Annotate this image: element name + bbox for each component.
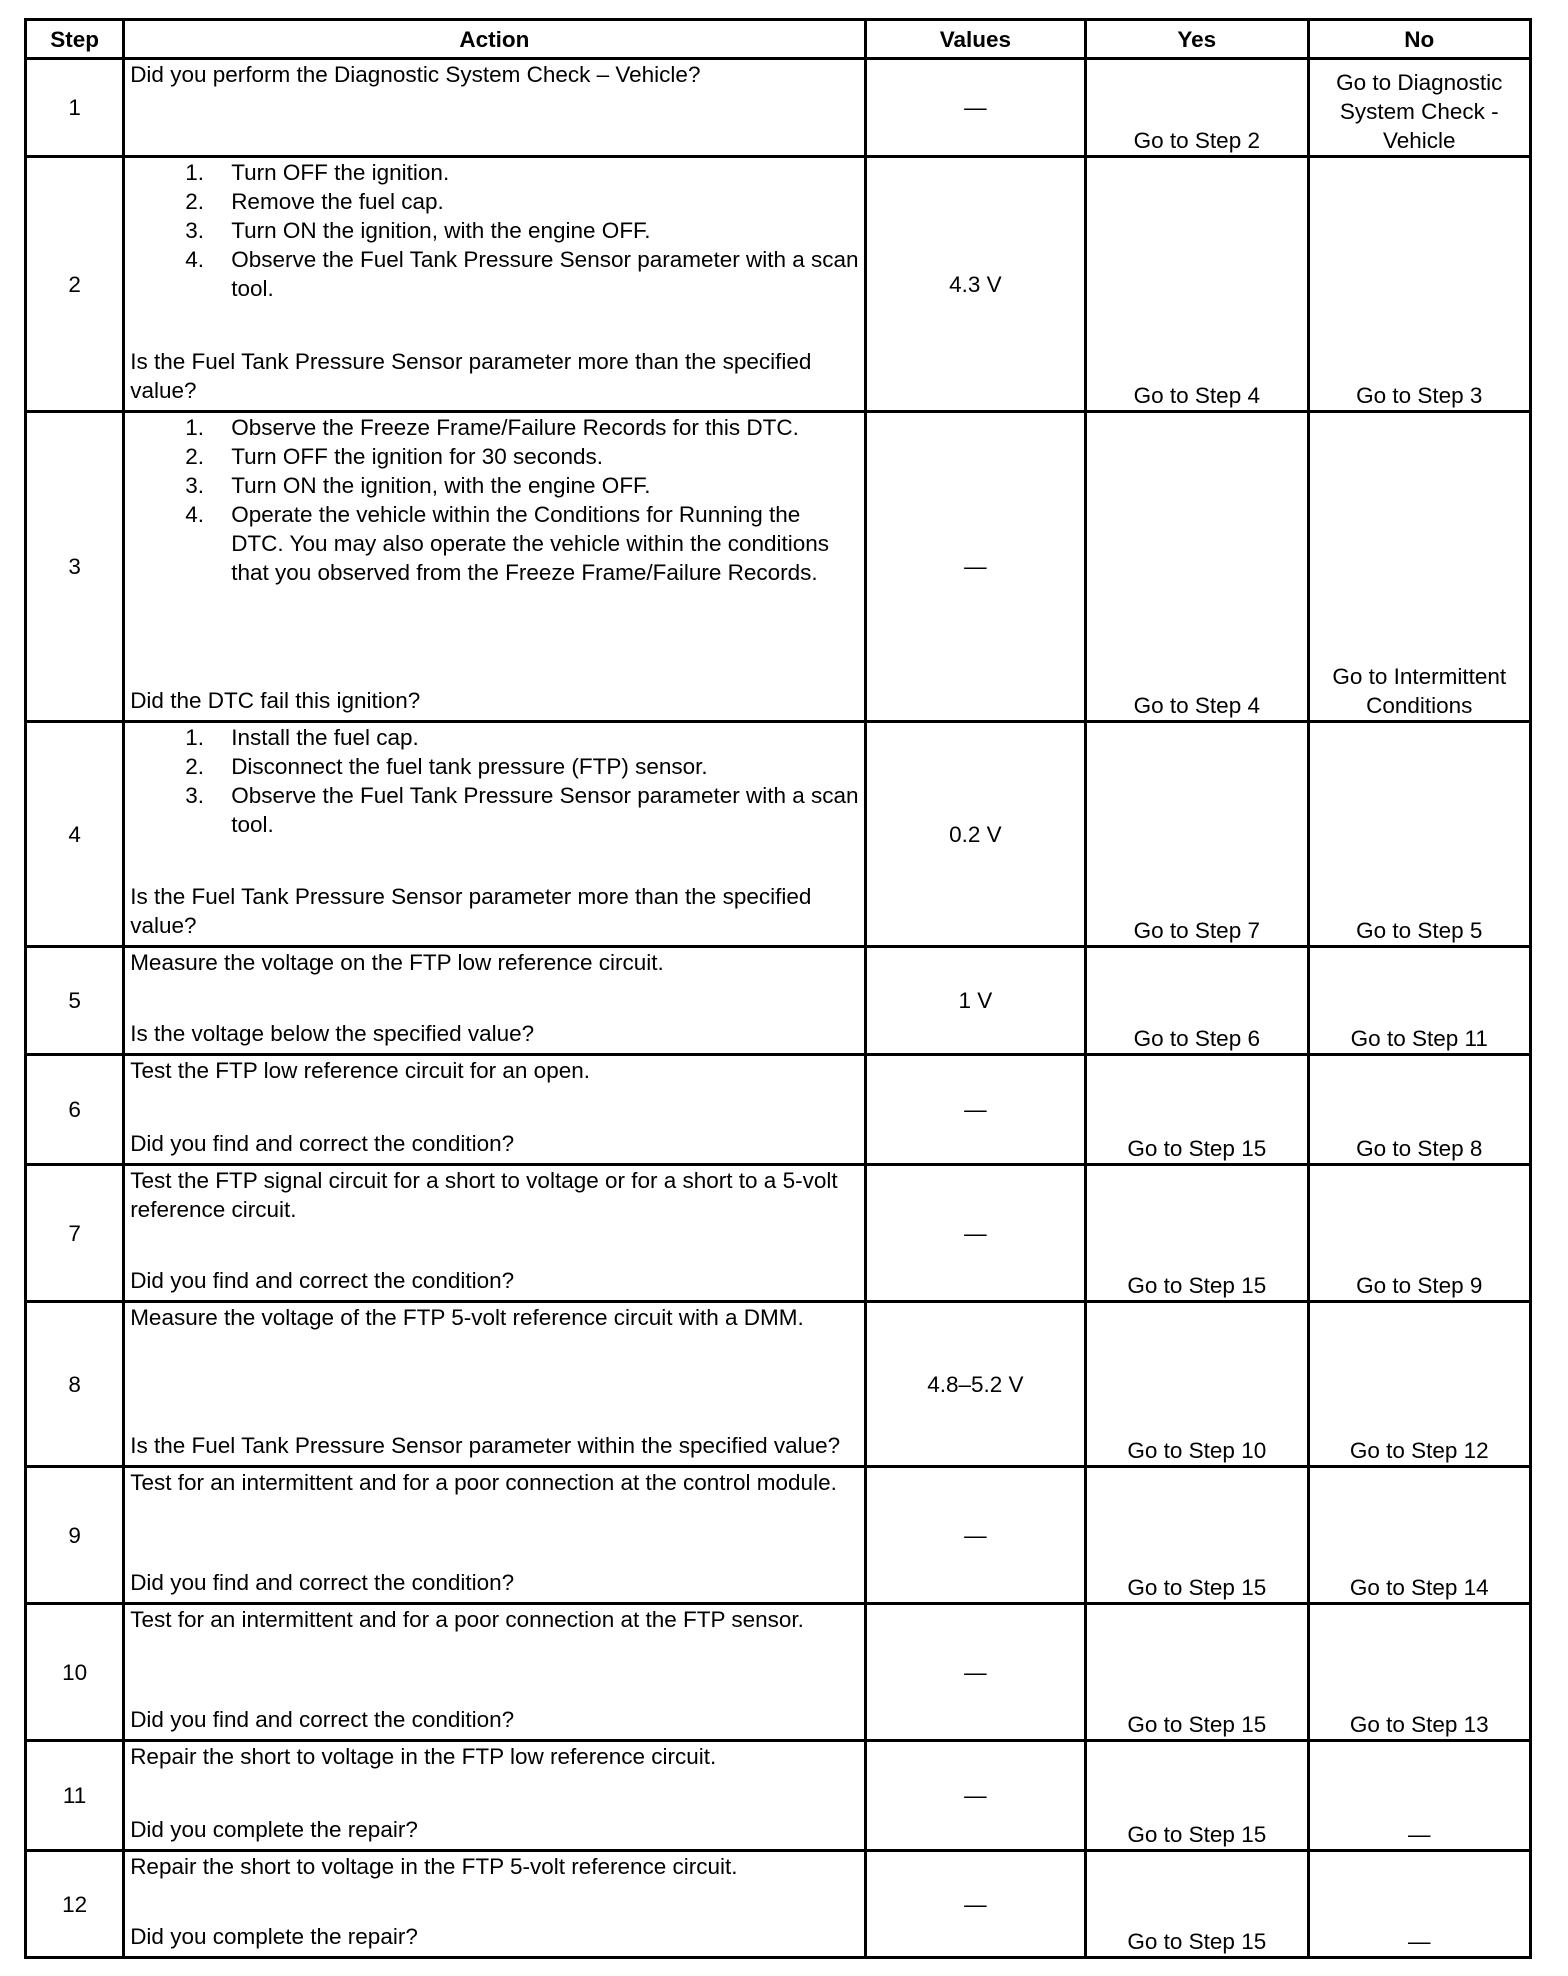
header-values: Values bbox=[865, 20, 1085, 59]
step-number: 6 bbox=[26, 1055, 124, 1165]
action-text: Repair the short to voltage in the FTP low reference circuit. bbox=[130, 1744, 717, 1769]
action-text: Test the FTP signal circuit for a short to voltage or for a short to a 5-volt reference circuit. bbox=[130, 1168, 838, 1222]
step-number: 10 bbox=[26, 1604, 124, 1741]
action-question: Is the Fuel Tank Pressure Sensor parameter more than the specified value? bbox=[130, 884, 812, 938]
action-list-item: Observe the Fuel Tank Pressure Sensor parameter with a scan tool. bbox=[231, 783, 859, 837]
action-body bbox=[130, 1852, 858, 1881]
no-cell: Go to Step 8 bbox=[1308, 1055, 1530, 1165]
action-cell bbox=[124, 722, 865, 947]
action-question: Did you find and correct the condition? bbox=[130, 1570, 515, 1595]
action-content bbox=[130, 1166, 858, 1295]
table-row bbox=[26, 1055, 1531, 1165]
header-action: Action bbox=[124, 20, 865, 59]
value-cell: — bbox=[865, 1604, 1085, 1741]
action-question: Did you complete the repair? bbox=[130, 1817, 418, 1842]
action-content bbox=[130, 948, 858, 1048]
action-cell bbox=[124, 947, 865, 1055]
action-list bbox=[130, 723, 858, 839]
action-content bbox=[130, 158, 858, 405]
action-cell bbox=[124, 1302, 865, 1467]
value-cell: — bbox=[865, 412, 1085, 722]
action-cell bbox=[124, 59, 865, 157]
action-text: Measure the voltage on the FTP low reference circuit. bbox=[130, 950, 664, 975]
step-number: 2 bbox=[26, 157, 124, 412]
step-number: 11 bbox=[26, 1741, 124, 1851]
action-content bbox=[130, 1742, 858, 1844]
step-number: 3 bbox=[26, 412, 124, 722]
action-list bbox=[130, 158, 858, 303]
value-cell: — bbox=[865, 59, 1085, 157]
yes-cell: Go to Step 2 bbox=[1086, 59, 1308, 157]
action-list-item: Disconnect the fuel tank pressure (FTP) sensor. bbox=[231, 754, 708, 779]
action-content bbox=[130, 60, 858, 150]
no-cell: Go to Step 9 bbox=[1308, 1165, 1530, 1302]
action-question: Did you find and correct the condition? bbox=[130, 1131, 515, 1156]
action-list-item: Install the fuel cap. bbox=[231, 725, 419, 750]
action-text: Test for an intermittent and for a poor connection at the control module. bbox=[130, 1470, 837, 1495]
table-row bbox=[26, 1741, 1531, 1851]
value-cell: 0.2 V bbox=[865, 722, 1085, 947]
action-cell bbox=[124, 1741, 865, 1851]
table-row bbox=[26, 412, 1531, 722]
yes-cell: Go to Step 15 bbox=[1086, 1741, 1308, 1851]
action-list-item: Turn OFF the ignition. bbox=[231, 160, 450, 185]
table-row bbox=[26, 157, 1531, 412]
value-cell: — bbox=[865, 1467, 1085, 1604]
yes-cell: Go to Step 15 bbox=[1086, 1055, 1308, 1165]
action-question: Is the Fuel Tank Pressure Sensor parameter more than the specified value? bbox=[130, 349, 812, 403]
table-row bbox=[26, 1165, 1531, 1302]
value-cell: — bbox=[865, 1741, 1085, 1851]
action-content bbox=[130, 1056, 858, 1158]
table-row bbox=[26, 722, 1531, 947]
action-cell bbox=[124, 1165, 865, 1302]
action-body bbox=[130, 1742, 858, 1771]
action-content bbox=[130, 1852, 858, 1951]
no-cell: — bbox=[1308, 1851, 1530, 1958]
action-question: Did you find and correct the condition? bbox=[130, 1707, 515, 1732]
header-no: No bbox=[1308, 20, 1530, 59]
action-body bbox=[130, 60, 858, 89]
value-cell: 1 V bbox=[865, 947, 1085, 1055]
action-question: Did the DTC fail this ignition? bbox=[130, 688, 421, 713]
action-list-item: Turn ON the ignition, with the engine OFF. bbox=[231, 218, 651, 243]
no-cell: Go to Diagnostic System Check - Vehicle bbox=[1308, 59, 1530, 157]
yes-cell: Go to Step 4 bbox=[1086, 412, 1308, 722]
action-cell bbox=[124, 1055, 865, 1165]
header-row bbox=[26, 20, 1531, 59]
action-text: Test for an intermittent and for a poor connection at the FTP sensor. bbox=[130, 1607, 804, 1632]
table-row bbox=[26, 1851, 1531, 1958]
yes-cell: Go to Step 15 bbox=[1086, 1467, 1308, 1604]
yes-cell: Go to Step 15 bbox=[1086, 1851, 1308, 1958]
action-content bbox=[130, 1468, 858, 1597]
no-cell: Go to Step 12 bbox=[1308, 1302, 1530, 1467]
action-question: Did you complete the repair? bbox=[130, 1924, 418, 1949]
action-list bbox=[130, 413, 858, 587]
action-cell bbox=[124, 1851, 865, 1958]
action-content bbox=[130, 1303, 858, 1460]
action-body bbox=[130, 948, 858, 977]
action-cell bbox=[124, 157, 865, 412]
action-body bbox=[130, 723, 858, 839]
no-cell: Go to Step 14 bbox=[1308, 1467, 1530, 1604]
header-step: Step bbox=[26, 20, 124, 59]
action-content bbox=[130, 723, 858, 940]
action-list-item: Turn OFF the ignition for 30 seconds. bbox=[231, 444, 604, 469]
yes-cell: Go to Step 10 bbox=[1086, 1302, 1308, 1467]
table-row bbox=[26, 1604, 1531, 1741]
action-body bbox=[130, 1303, 858, 1332]
no-cell: — bbox=[1308, 1741, 1530, 1851]
yes-cell: Go to Step 6 bbox=[1086, 947, 1308, 1055]
action-cell bbox=[124, 1467, 865, 1604]
table-row bbox=[26, 1467, 1531, 1604]
table-row bbox=[26, 1302, 1531, 1467]
action-content bbox=[130, 413, 858, 715]
value-cell: — bbox=[865, 1851, 1085, 1958]
step-number: 9 bbox=[26, 1467, 124, 1604]
step-number: 8 bbox=[26, 1302, 124, 1467]
step-number: 12 bbox=[26, 1851, 124, 1958]
yes-cell: Go to Step 4 bbox=[1086, 157, 1308, 412]
action-text: Repair the short to voltage in the FTP 5-volt reference circuit. bbox=[130, 1854, 738, 1879]
action-list-item: Operate the vehicle within the Conditions for Running the DTC. You may also operate the vehicle within the conditions that you observed from the Freeze Frame/Failure Records. bbox=[231, 502, 830, 585]
yes-cell: Go to Step 15 bbox=[1086, 1604, 1308, 1741]
action-content bbox=[130, 1605, 858, 1734]
table-row bbox=[26, 947, 1531, 1055]
action-body bbox=[130, 1468, 858, 1497]
action-text: Measure the voltage of the FTP 5-volt reference circuit with a DMM. bbox=[130, 1305, 804, 1330]
value-cell: 4.3 V bbox=[865, 157, 1085, 412]
action-body bbox=[130, 1056, 858, 1085]
no-cell: Go to Step 13 bbox=[1308, 1604, 1530, 1741]
action-body bbox=[130, 158, 858, 303]
action-body bbox=[130, 1605, 858, 1634]
action-list-item: Observe the Freeze Frame/Failure Records for this DTC. bbox=[231, 415, 799, 440]
action-body bbox=[130, 1166, 858, 1224]
yes-cell: Go to Step 15 bbox=[1086, 1165, 1308, 1302]
action-question: Is the voltage below the specified value? bbox=[130, 1021, 535, 1046]
no-cell: Go to Intermittent Conditions bbox=[1308, 412, 1530, 722]
action-text: Did you perform the Diagnostic System Check – Vehicle? bbox=[130, 62, 701, 87]
action-list-item: Turn ON the ignition, with the engine OFF. bbox=[231, 473, 651, 498]
value-cell: — bbox=[865, 1165, 1085, 1302]
action-question: Did you find and correct the condition? bbox=[130, 1268, 515, 1293]
diagnostic-table bbox=[24, 18, 1532, 1959]
action-cell bbox=[124, 1604, 865, 1741]
action-list-item: Observe the Fuel Tank Pressure Sensor parameter with a scan tool. bbox=[231, 247, 859, 301]
no-cell: Go to Step 5 bbox=[1308, 722, 1530, 947]
header-yes: Yes bbox=[1086, 20, 1308, 59]
action-body bbox=[130, 413, 858, 587]
no-cell: Go to Step 3 bbox=[1308, 157, 1530, 412]
action-list-item: Remove the fuel cap. bbox=[231, 189, 444, 214]
step-number: 1 bbox=[26, 59, 124, 157]
step-number: 5 bbox=[26, 947, 124, 1055]
action-cell bbox=[124, 412, 865, 722]
action-text: Test the FTP low reference circuit for an open. bbox=[130, 1058, 590, 1083]
yes-cell: Go to Step 7 bbox=[1086, 722, 1308, 947]
value-cell: — bbox=[865, 1055, 1085, 1165]
value-cell: 4.8–5.2 V bbox=[865, 1302, 1085, 1467]
table-row bbox=[26, 59, 1531, 157]
action-question: Is the Fuel Tank Pressure Sensor parameter within the specified value? bbox=[130, 1433, 841, 1458]
step-number: 7 bbox=[26, 1165, 124, 1302]
step-number: 4 bbox=[26, 722, 124, 947]
no-cell: Go to Step 11 bbox=[1308, 947, 1530, 1055]
